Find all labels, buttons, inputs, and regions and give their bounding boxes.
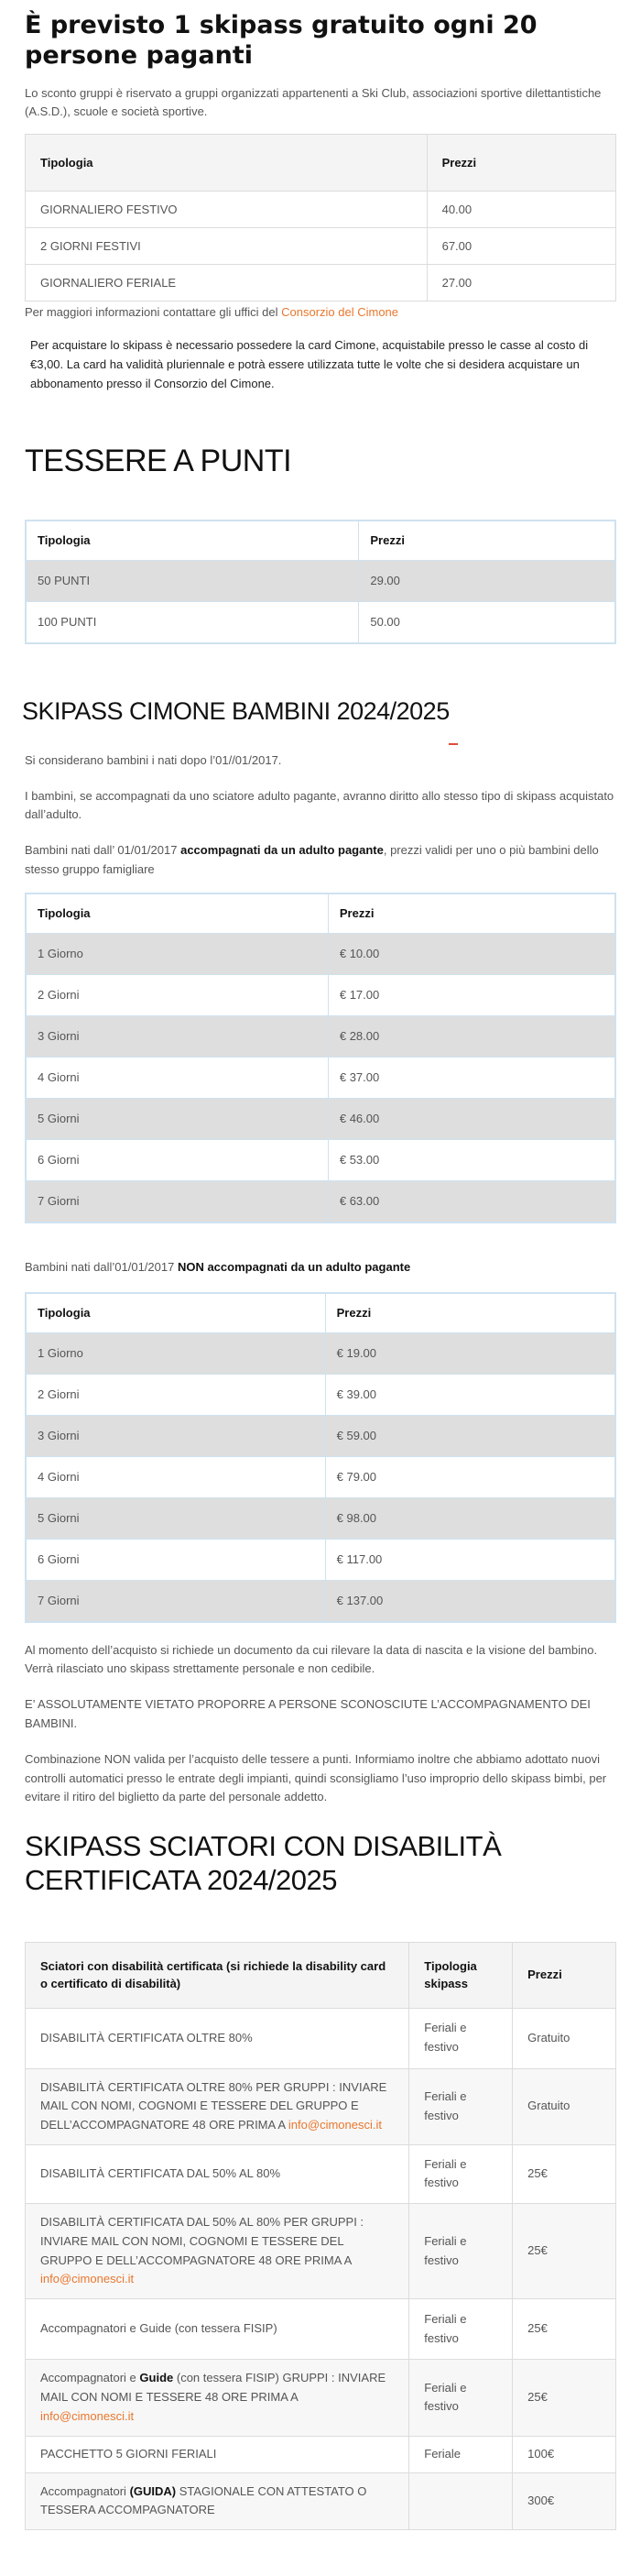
table-row	[26, 1058, 615, 1099]
col-prezzi: Prezzi	[359, 521, 615, 561]
cell-category: DISABILITÀ CERTIFICATA DAL 50% AL 80%	[26, 2144, 409, 2203]
col-prezzi: Prezzi	[427, 135, 615, 192]
table-row	[26, 1416, 615, 1457]
group-intro: Lo sconto gruppi è riservato a gruppi organizzati appartenenti a Ski Club, associazioni sportive dilettantistiche (A.S.D.), scuole e società sportive.	[25, 85, 602, 119]
cell-text: Accompagnatori	[40, 2483, 130, 2498]
table-row	[26, 2299, 616, 2360]
table-row	[26, 1016, 615, 1058]
table-row	[26, 1140, 615, 1181]
cell-price: Gratuito	[513, 2008, 616, 2068]
table-row	[26, 1457, 615, 1498]
email-link[interactable]: info@cimonesci.it	[40, 2272, 135, 2286]
cell-price: Gratuito	[513, 2068, 616, 2144]
cell-category: PACCHETTO 5 GIORNI FERIALI	[26, 2436, 409, 2472]
cell-type: 2 Giorni	[26, 975, 328, 1016]
cell-text: DISABILITÀ CERTIFICATA DAL 50% AL 80% PER GRUPPI : INVIARE MAIL CON NOMI, COGNOMI E TESSERE DEL GRUPPO E DELL’ACCOMPAGNATORE 48 ORE PRIMA A	[40, 2214, 364, 2267]
decorative-dash	[449, 743, 458, 745]
table-row	[26, 1375, 615, 1416]
cell-type: 2 GIORNI FESTIVI	[26, 228, 428, 265]
table-row	[26, 2360, 616, 2436]
cell-price: € 19.00	[325, 1333, 615, 1375]
cell-text: STAGIONALE CON ATTESTATO O TESSERA ACCOMPAGNATORE	[40, 2483, 367, 2517]
cell-price: 40.00	[427, 192, 615, 228]
cell-type: 7 Giorni	[26, 1581, 325, 1622]
consorzio-link[interactable]: Consorzio del Cimone	[281, 305, 399, 320]
col-prezzi: Prezzi	[513, 1942, 616, 2008]
table-row	[26, 1181, 615, 1222]
cell-type: 6 Giorni	[26, 1540, 325, 1581]
cell-price: € 39.00	[325, 1375, 615, 1416]
table-row	[26, 2472, 616, 2530]
email-link[interactable]: info@cimonesci.it	[40, 2408, 135, 2423]
cell-type: 1 Giorno	[26, 1333, 325, 1375]
points-price-table	[25, 520, 616, 644]
table-row	[26, 2068, 616, 2144]
cell-price: € 79.00	[325, 1457, 615, 1498]
info-text: Per maggiori informazioni contattare gli uffici del	[25, 305, 282, 320]
cell-category	[26, 2068, 409, 2144]
disab-price-table	[25, 1942, 616, 2531]
cell-price: € 28.00	[328, 1016, 615, 1058]
card-note: Per acquistare lo skipass è necessario possedere la card Cimone, acquistabile presso le casse al costo di €3,00. La card ha validità pluriennale e potrà essere utilizzata tutte le volte che si desidera acquistare un abbonamento presso il Consorzio del Cimone.	[30, 338, 589, 390]
kids-p3-text: Bambini nati dall’ 01/01/2017	[25, 843, 181, 858]
cell-type: 5 Giorni	[26, 1099, 328, 1140]
cell-type	[409, 2472, 513, 2530]
cell-type: GIORNALIERO FESTIVO	[26, 192, 428, 228]
cell-type: Feriali e festivo	[409, 2008, 513, 2068]
kids-p4-bold: NON accompagnati da un adulto pagante	[177, 1259, 411, 1274]
cell-price: € 63.00	[328, 1181, 615, 1222]
cell-type: 1 Giorno	[26, 934, 328, 975]
cell-type: 2 Giorni	[26, 1375, 325, 1416]
kids-p4-text: Bambini nati dall’01/01/2017	[25, 1259, 178, 1274]
cell-price: € 37.00	[328, 1058, 615, 1099]
kids-p7: Combinazione NON valida per l’acquisto delle tessere a punti. Informiamo inoltre che abbiamo adottato nuovi controlli automatici presso le entrate degli impianti, quindi sconsigliamo l’uso improprio dello skipass bimbi, per evitare il ritiro del biglietto da parte del personale addetto.	[25, 1751, 607, 1804]
table-row	[26, 602, 615, 643]
disab-title: SKIPASS SCIATORI CON DISABILITÀ CERTIFICATA 2024/2025	[25, 1830, 502, 1897]
table-row	[26, 2144, 616, 2203]
cell-type: 4 Giorni	[26, 1058, 328, 1099]
cell-price: 25€	[513, 2360, 616, 2436]
table-row	[26, 2008, 616, 2068]
cell-price: € 137.00	[325, 1581, 615, 1622]
col-category: Sciatori con disabilità certificata (si richiede la disability card o certificato di disabilità)	[26, 1942, 409, 2008]
col-tipologia: Tipologia	[26, 135, 428, 192]
col-prezzi: Prezzi	[328, 893, 615, 934]
cell-type: Feriali e festivo	[409, 2299, 513, 2360]
cell-price: € 10.00	[328, 934, 615, 975]
cell-type: Feriale	[409, 2436, 513, 2472]
cell-text: Accompagnatori e	[40, 2371, 140, 2385]
table-row	[26, 561, 615, 602]
table-row	[26, 192, 616, 228]
table-row	[26, 1099, 615, 1140]
cell-price: 50.00	[359, 602, 615, 643]
cell-price: 27.00	[427, 265, 615, 301]
cell-price: € 53.00	[328, 1140, 615, 1181]
table-row	[26, 2436, 616, 2472]
kids-non-accompanied-table	[25, 1292, 616, 1623]
cell-type: GIORNALIERO FERIALE	[26, 265, 428, 301]
cell-type: 5 Giorni	[26, 1498, 325, 1540]
cell-type: Feriali e festivo	[409, 2203, 513, 2298]
table-row	[26, 1540, 615, 1581]
cell-type: Feriali e festivo	[409, 2144, 513, 2203]
table-row	[26, 265, 616, 301]
kids-p6: E’ ASSOLUTAMENTE VIETATO PROPORRE A PERSONE SCONOSCIUTE L’ACCOMPAGNAMENTO DEI BAMBINI.	[25, 1697, 591, 1730]
cell-price: 25€	[513, 2144, 616, 2203]
table-row	[26, 1581, 615, 1622]
kids-title: SKIPASS CIMONE BAMBINI 2024/2025	[22, 696, 450, 725]
cell-price: 100€	[513, 2436, 616, 2472]
col-tipologia: Tipologia	[26, 893, 328, 934]
cell-category: Accompagnatori e Guide (con tessera FISIP)	[26, 2299, 409, 2360]
cell-price: 25€	[513, 2203, 616, 2298]
cell-type: 6 Giorni	[26, 1140, 328, 1181]
kids-p4	[25, 1258, 616, 1277]
kids-p3	[25, 841, 616, 880]
cell-type: Feriali e festivo	[409, 2068, 513, 2144]
cell-type: 7 Giorni	[26, 1181, 328, 1222]
cell-bold: Guide	[139, 2371, 174, 2385]
cell-price: 67.00	[427, 228, 615, 265]
cell-price: € 117.00	[325, 1540, 615, 1581]
cell-price: 29.00	[359, 561, 615, 602]
kids-p3-text2: , prezzi validi per uno o più bambini dello stesso gruppo famigliare	[25, 843, 599, 877]
table-row	[26, 2203, 616, 2298]
points-title: TESSERE A PUNTI	[25, 443, 292, 478]
table-row	[26, 228, 616, 265]
cell-category	[26, 2203, 409, 2298]
kids-p3-bold: accompagnati da un adulto pagante	[180, 843, 384, 858]
group-info	[25, 303, 616, 322]
cell-category	[26, 2360, 409, 2436]
cell-bold: (GUIDA)	[129, 2483, 177, 2498]
table-row	[26, 934, 615, 975]
table-row	[26, 1333, 615, 1375]
cell-type: 100 PUNTI	[26, 602, 359, 643]
cell-type: 4 Giorni	[26, 1457, 325, 1498]
cell-text: DISABILITÀ CERTIFICATA OLTRE 80% PER GRUPPI : INVIARE MAIL CON NOMI, COGNOMI E TESSERE DEL GRUPPO E DELL’ACCOMPAGNATORE 48 ORE PRIMA A	[40, 2079, 387, 2132]
group-price-table	[25, 134, 616, 301]
table-row	[26, 1498, 615, 1540]
cell-price: 25€	[513, 2299, 616, 2360]
kids-p2: I bambini, se accompagnati da uno sciatore adulto pagante, avranno diritto allo stesso tipo di skipass acquistato dall’adulto.	[25, 788, 614, 822]
cell-price: 300€	[513, 2472, 616, 2530]
cell-type: Feriali e festivo	[409, 2360, 513, 2436]
kids-p5: Al momento dell’acquisto si richiede un documento da cui rilevare la data di nascita e la visione del bambino. Verrà rilasciato uno skipass strettamente personale e non cedibile.	[25, 1642, 598, 1676]
cell-category	[26, 2472, 409, 2530]
table-row	[26, 975, 615, 1016]
col-prezzi: Prezzi	[325, 1293, 615, 1333]
col-type: Tipologia skipass	[409, 1942, 513, 2008]
cell-category: DISABILITÀ CERTIFICATA OLTRE 80%	[26, 2008, 409, 2068]
cell-type: 3 Giorni	[26, 1016, 328, 1058]
group-title: È previsto 1 skipass gratuito ogni 20 persone paganti	[25, 11, 538, 70]
cell-text: (con tessera FISIP) GRUPPI : INVIARE MAIL CON NOMI E TESSERE 48 ORE PRIMA A	[40, 2371, 386, 2404]
kids-accompanied-table	[25, 893, 616, 1223]
cell-price: € 59.00	[325, 1416, 615, 1457]
cell-price: € 17.00	[328, 975, 615, 1016]
kids-p1: Si considerano bambini i nati dopo l’01//01/2017.	[25, 752, 282, 767]
email-link[interactable]: info@cimonesci.it	[288, 2118, 382, 2132]
col-tipologia: Tipologia	[26, 521, 359, 561]
cell-type: 3 Giorni	[26, 1416, 325, 1457]
col-tipologia: Tipologia	[26, 1293, 325, 1333]
cell-price: € 46.00	[328, 1099, 615, 1140]
cell-price: € 98.00	[325, 1498, 615, 1540]
bottom-spacer	[25, 2530, 616, 2539]
cell-type: 50 PUNTI	[26, 561, 359, 602]
